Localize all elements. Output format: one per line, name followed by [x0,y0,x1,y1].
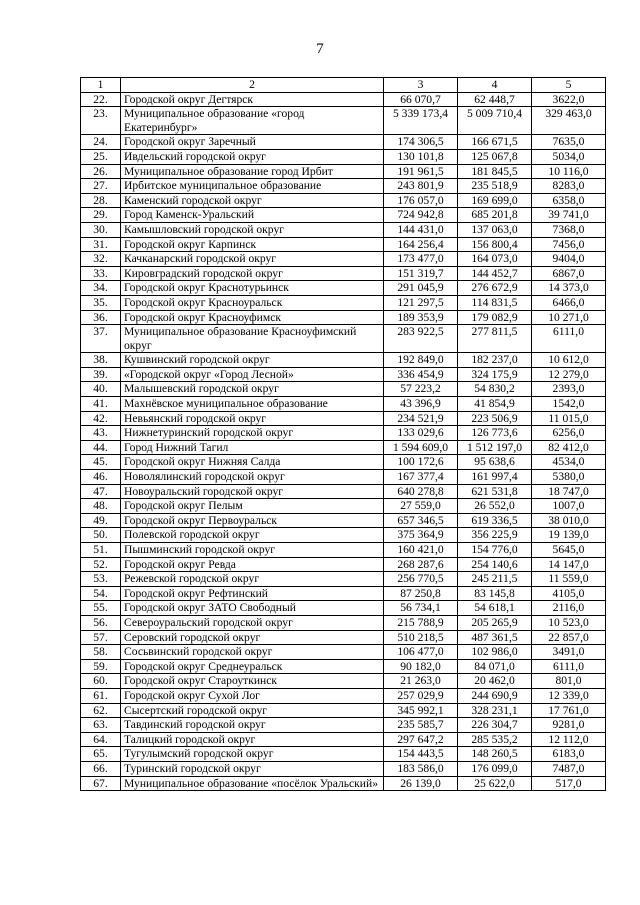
row-number-cell: 34. [81,281,121,296]
value-col4-cell: 205 265,9 [458,615,532,630]
municipality-name-cell: Кушвинский городской округ [121,353,384,368]
header-cell: 2 [121,78,384,93]
value-col5-cell: 6358,0 [532,193,606,208]
municipality-name-cell: Городской округ Краснотурьинск [121,281,384,296]
municipality-name-cell: Городской округ Первоуральск [121,513,384,528]
value-col3-cell: 151 319,7 [384,266,458,281]
row-number-cell: 64. [81,732,121,747]
table-row [81,455,606,470]
table-row [81,310,606,325]
value-col4-cell: 25 622,0 [458,776,532,791]
value-col3-cell: 87 250,8 [384,586,458,601]
table-body [81,78,606,791]
row-number-cell: 29. [81,208,121,223]
value-col4-cell: 95 638,6 [458,455,532,470]
municipality-name-cell: Муниципальное образование «посёлок Уральский» [121,776,384,791]
value-col5-cell: 39 741,0 [532,208,606,223]
value-col3-cell: 243 801,9 [384,179,458,194]
table-row [81,193,606,208]
value-col5-cell: 10 271,0 [532,310,606,325]
value-col4-cell: 254 140,6 [458,557,532,572]
table-row [81,325,606,353]
value-col5-cell: 5645,0 [532,543,606,558]
value-col4-cell: 487 361,5 [458,630,532,645]
value-col4-cell: 277 811,5 [458,325,532,353]
row-number-cell: 55. [81,601,121,616]
municipality-name-cell: Полевской городской округ [121,528,384,543]
row-number-cell: 37. [81,325,121,353]
table-row [81,645,606,660]
value-col4-cell: 164 073,0 [458,252,532,267]
row-number-cell: 51. [81,543,121,558]
row-number-cell: 35. [81,295,121,310]
municipality-name-cell: Сысертский городской округ [121,703,384,718]
municipality-name-cell: Пышминский городской округ [121,543,384,558]
value-col5-cell: 4534,0 [532,455,606,470]
value-col5-cell: 38 010,0 [532,513,606,528]
value-col3-cell: 121 297,5 [384,295,458,310]
value-col4-cell: 619 336,5 [458,513,532,528]
municipality-name-cell: Ивдельский городской округ [121,149,384,164]
value-col3-cell: 154 443,5 [384,747,458,762]
value-col5-cell: 4105,0 [532,586,606,601]
table-row [81,761,606,776]
municipality-name-cell: Серовский городской округ [121,630,384,645]
value-col5-cell: 12 279,0 [532,367,606,382]
value-col3-cell: 66 070,7 [384,92,458,107]
row-number-cell: 39. [81,367,121,382]
table-row [81,586,606,601]
municipality-name-cell: Городской округ Красноуральск [121,295,384,310]
table-row [81,601,606,616]
value-col5-cell: 6111,0 [532,325,606,353]
value-col4-cell: 235 518,9 [458,179,532,194]
municipality-name-cell: Городской округ Нижняя Салда [121,455,384,470]
municipality-name-cell: Городской округ Карпинск [121,237,384,252]
row-number-cell: 57. [81,630,121,645]
municipality-name-cell: Тугулымский городской округ [121,747,384,762]
municipality-name-cell: Муниципальное образование Красноуфимский округ [121,325,384,353]
value-col5-cell: 9404,0 [532,252,606,267]
value-col3-cell: 144 431,0 [384,222,458,237]
value-col5-cell: 3491,0 [532,645,606,660]
value-col5-cell: 7368,0 [532,222,606,237]
value-col4-cell: 245 211,5 [458,572,532,587]
value-col5-cell: 5034,0 [532,149,606,164]
value-col3-cell: 297 647,2 [384,732,458,747]
value-col5-cell: 10 116,0 [532,164,606,179]
municipality-name-cell: Сосьвинский городской округ [121,645,384,660]
table-row [81,135,606,150]
value-col3-cell: 173 477,0 [384,252,458,267]
value-col5-cell: 12 112,0 [532,732,606,747]
table-row [81,440,606,455]
municipality-name-cell: Каменский городской округ [121,193,384,208]
row-number-cell: 25. [81,149,121,164]
value-col3-cell: 21 263,0 [384,674,458,689]
value-col5-cell: 517,0 [532,776,606,791]
municipality-name-cell: Муниципальное образование город Ирбит [121,164,384,179]
municipality-name-cell: Невьянский городской округ [121,411,384,426]
table-row [81,107,606,135]
value-col4-cell: 179 082,9 [458,310,532,325]
value-col5-cell: 2393,0 [532,382,606,397]
municipality-name-cell: Городской округ Красноуфимск [121,310,384,325]
value-col5-cell: 1542,0 [532,397,606,412]
value-col3-cell: 724 942,8 [384,208,458,223]
row-number-cell: 26. [81,164,121,179]
row-number-cell: 41. [81,397,121,412]
row-number-cell: 24. [81,135,121,150]
value-col5-cell: 6256,0 [532,426,606,441]
value-col3-cell: 345 992,1 [384,703,458,718]
value-col4-cell: 83 145,8 [458,586,532,601]
row-number-cell: 28. [81,193,121,208]
value-col3-cell: 26 139,0 [384,776,458,791]
value-col5-cell: 22 857,0 [532,630,606,645]
table-row [81,295,606,310]
municipality-name-cell: Городской округ Ревда [121,557,384,572]
table-row [81,237,606,252]
value-col4-cell: 148 260,5 [458,747,532,762]
value-col5-cell: 8283,0 [532,179,606,194]
table-row [81,252,606,267]
municipality-name-cell: Город Каменск-Уральский [121,208,384,223]
value-col3-cell: 336 454,9 [384,367,458,382]
municipality-name-cell: «Городской округ «Город Лесной» [121,367,384,382]
table-row [81,557,606,572]
row-number-cell: 27. [81,179,121,194]
municipality-name-cell: Городской округ ЗАТО Свободный [121,601,384,616]
value-col5-cell: 6111,0 [532,659,606,674]
value-col4-cell: 20 462,0 [458,674,532,689]
row-number-cell: 43. [81,426,121,441]
table-row [81,543,606,558]
value-col4-cell: 114 831,5 [458,295,532,310]
table-row [81,222,606,237]
row-number-cell: 22. [81,92,121,107]
municipality-name-cell: Городской округ Сухой Лог [121,688,384,703]
municipality-name-cell: Махнёвское муниципальное образование [121,397,384,412]
table-row [81,776,606,791]
table-row [81,732,606,747]
value-col5-cell: 19 139,0 [532,528,606,543]
value-col3-cell: 27 559,0 [384,499,458,514]
table-row [81,470,606,485]
table-row [81,397,606,412]
value-col3-cell: 57 223,2 [384,382,458,397]
row-number-cell: 59. [81,659,121,674]
municipality-name-cell: Городской округ Пелым [121,499,384,514]
value-col4-cell: 137 063,0 [458,222,532,237]
value-col5-cell: 7635,0 [532,135,606,150]
value-col5-cell: 82 412,0 [532,440,606,455]
budget-table [80,77,606,791]
value-col3-cell: 191 961,5 [384,164,458,179]
value-col3-cell: 192 849,0 [384,353,458,368]
value-col5-cell: 11 015,0 [532,411,606,426]
municipality-name-cell: Ирбитское муниципальное образование [121,179,384,194]
value-col4-cell: 54 830,2 [458,382,532,397]
municipality-name-cell: Режевской городской округ [121,572,384,587]
value-col3-cell: 90 182,0 [384,659,458,674]
value-col3-cell: 133 029,6 [384,426,458,441]
value-col4-cell: 324 175,9 [458,367,532,382]
header-cell: 3 [384,78,458,93]
value-col4-cell: 154 776,0 [458,543,532,558]
value-col4-cell: 166 671,5 [458,135,532,150]
municipality-name-cell: Качканарский городской округ [121,252,384,267]
value-col3-cell: 256 770,5 [384,572,458,587]
table-row [81,179,606,194]
table-row [81,615,606,630]
municipality-name-cell: Камышловский городской округ [121,222,384,237]
value-col5-cell: 10 523,0 [532,615,606,630]
value-col5-cell: 14 147,0 [532,557,606,572]
row-number-cell: 42. [81,411,121,426]
table-row [81,572,606,587]
row-number-cell: 48. [81,499,121,514]
table-row [81,382,606,397]
value-col3-cell: 106 477,0 [384,645,458,660]
value-col5-cell: 6867,0 [532,266,606,281]
value-col3-cell: 160 421,0 [384,543,458,558]
value-col4-cell: 226 304,7 [458,718,532,733]
header-cell: 1 [81,78,121,93]
value-col3-cell: 657 346,5 [384,513,458,528]
row-number-cell: 45. [81,455,121,470]
row-number-cell: 38. [81,353,121,368]
value-col3-cell: 189 353,9 [384,310,458,325]
row-number-cell: 62. [81,703,121,718]
value-col4-cell: 285 535,2 [458,732,532,747]
value-col3-cell: 268 287,6 [384,557,458,572]
value-col5-cell: 17 761,0 [532,703,606,718]
value-col5-cell: 14 373,0 [532,281,606,296]
table-row [81,659,606,674]
municipality-name-cell: Городской округ Староуткинск [121,674,384,689]
row-number-cell: 49. [81,513,121,528]
value-col3-cell: 167 377,4 [384,470,458,485]
table-row [81,484,606,499]
value-col3-cell: 5 339 173,4 [384,107,458,135]
row-number-cell: 61. [81,688,121,703]
value-col5-cell: 12 339,0 [532,688,606,703]
value-col4-cell: 328 231,1 [458,703,532,718]
value-col5-cell: 2116,0 [532,601,606,616]
value-col4-cell: 102 986,0 [458,645,532,660]
municipality-name-cell: Муниципальное образование «город Екатеринбург» [121,107,384,135]
value-col3-cell: 257 029,9 [384,688,458,703]
page-number: 7 [316,41,324,57]
value-col5-cell: 3622,0 [532,92,606,107]
table-row [81,513,606,528]
table-row [81,164,606,179]
municipality-name-cell: Городской округ Дегтярск [121,92,384,107]
value-col3-cell: 640 278,8 [384,484,458,499]
row-number-cell: 65. [81,747,121,762]
value-col3-cell: 183 586,0 [384,761,458,776]
municipality-name-cell: Малышевский городской округ [121,382,384,397]
table-row [81,499,606,514]
municipality-name-cell: Талицкий городской округ [121,732,384,747]
value-col3-cell: 291 045,9 [384,281,458,296]
value-col5-cell: 7487,0 [532,761,606,776]
value-col3-cell: 215 788,9 [384,615,458,630]
table-row [81,718,606,733]
value-col5-cell: 11 559,0 [532,572,606,587]
table-row [81,353,606,368]
value-col3-cell: 234 521,9 [384,411,458,426]
table-row [81,208,606,223]
value-col3-cell: 510 218,5 [384,630,458,645]
value-col4-cell: 244 690,9 [458,688,532,703]
row-number-cell: 58. [81,645,121,660]
value-col3-cell: 176 057,0 [384,193,458,208]
row-number-cell: 52. [81,557,121,572]
value-col4-cell: 26 552,0 [458,499,532,514]
value-col3-cell: 43 396,9 [384,397,458,412]
value-col3-cell: 235 585,7 [384,718,458,733]
table-row [81,281,606,296]
table-row [81,630,606,645]
value-col3-cell: 56 734,1 [384,601,458,616]
row-number-cell: 44. [81,440,121,455]
municipality-name-cell: Кировградский городской округ [121,266,384,281]
value-col5-cell: 18 747,0 [532,484,606,499]
table-row [81,688,606,703]
header-cell: 4 [458,78,532,93]
table-row [81,92,606,107]
value-col4-cell: 161 997,4 [458,470,532,485]
value-col4-cell: 62 448,7 [458,92,532,107]
row-number-cell: 66. [81,761,121,776]
municipality-name-cell: Городской округ Заречный [121,135,384,150]
row-number-cell: 31. [81,237,121,252]
row-number-cell: 60. [81,674,121,689]
value-col5-cell: 329 463,0 [532,107,606,135]
table-row [81,528,606,543]
municipality-name-cell: Туринский городской округ [121,761,384,776]
header-cell: 5 [532,78,606,93]
table-row [81,266,606,281]
municipality-name-cell: Новоуральский городской округ [121,484,384,499]
table-row [81,149,606,164]
table-row [81,747,606,762]
row-number-cell: 53. [81,572,121,587]
value-col4-cell: 156 800,4 [458,237,532,252]
table-row [81,426,606,441]
row-number-cell: 67. [81,776,121,791]
value-col5-cell: 6183,0 [532,747,606,762]
value-col3-cell: 174 306,5 [384,135,458,150]
value-col4-cell: 41 854,9 [458,397,532,412]
row-number-cell: 54. [81,586,121,601]
value-col5-cell: 6466,0 [532,295,606,310]
value-col4-cell: 84 071,0 [458,659,532,674]
table-row [81,367,606,382]
value-col4-cell: 5 009 710,4 [458,107,532,135]
row-number-cell: 46. [81,470,121,485]
value-col4-cell: 182 237,0 [458,353,532,368]
table-row [81,674,606,689]
header-row [81,78,606,93]
value-col4-cell: 181 845,5 [458,164,532,179]
row-number-cell: 23. [81,107,121,135]
value-col4-cell: 276 672,9 [458,281,532,296]
value-col3-cell: 100 172,6 [384,455,458,470]
table-row [81,411,606,426]
value-col5-cell: 5380,0 [532,470,606,485]
row-number-cell: 50. [81,528,121,543]
municipality-name-cell: Новолялинский городской округ [121,470,384,485]
value-col3-cell: 130 101,8 [384,149,458,164]
row-number-cell: 63. [81,718,121,733]
value-col4-cell: 126 773,6 [458,426,532,441]
row-number-cell: 36. [81,310,121,325]
value-col4-cell: 176 099,0 [458,761,532,776]
row-number-cell: 33. [81,266,121,281]
value-col5-cell: 9281,0 [532,718,606,733]
row-number-cell: 56. [81,615,121,630]
value-col4-cell: 54 618,1 [458,601,532,616]
value-col4-cell: 1 512 197,0 [458,440,532,455]
municipality-name-cell: Тавдинский городской округ [121,718,384,733]
municipality-name-cell: Североуральский городской округ [121,615,384,630]
municipality-name-cell: Городской округ Среднеуральск [121,659,384,674]
row-number-cell: 32. [81,252,121,267]
municipality-name-cell: Город Нижний Тагил [121,440,384,455]
row-number-cell: 40. [81,382,121,397]
value-col5-cell: 1007,0 [532,499,606,514]
value-col5-cell: 7456,0 [532,237,606,252]
table-row [81,703,606,718]
row-number-cell: 30. [81,222,121,237]
value-col3-cell: 164 256,4 [384,237,458,252]
value-col4-cell: 356 225,9 [458,528,532,543]
value-col4-cell: 125 067,8 [458,149,532,164]
value-col5-cell: 10 612,0 [532,353,606,368]
municipality-name-cell: Нижнетуринский городской округ [121,426,384,441]
value-col4-cell: 223 506,9 [458,411,532,426]
value-col4-cell: 621 531,8 [458,484,532,499]
value-col3-cell: 1 594 609,0 [384,440,458,455]
value-col5-cell: 801,0 [532,674,606,689]
value-col4-cell: 685 201,8 [458,208,532,223]
value-col4-cell: 169 699,0 [458,193,532,208]
municipality-name-cell: Городской округ Рефтинский [121,586,384,601]
value-col3-cell: 375 364,9 [384,528,458,543]
value-col3-cell: 283 922,5 [384,325,458,353]
value-col4-cell: 144 452,7 [458,266,532,281]
row-number-cell: 47. [81,484,121,499]
